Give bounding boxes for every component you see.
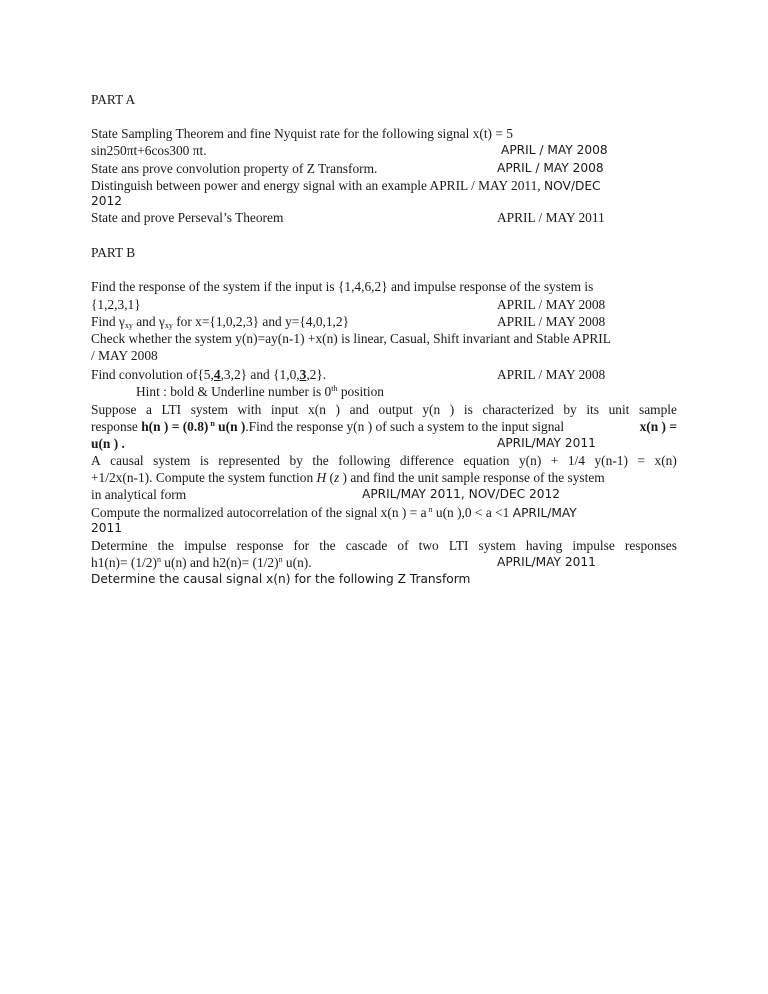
word: for <box>293 538 310 553</box>
hint-tail: position <box>337 384 385 399</box>
part-a-q3-text: Distinguish between power and energy signal with an example APRIL / MAY 2011, <box>91 178 541 193</box>
word: by <box>289 453 303 468</box>
word: A <box>91 453 101 468</box>
part-a-q2: State ans prove convolution property of Z Transform. <box>91 161 378 176</box>
word: unit <box>608 402 630 417</box>
part-b-q6-tag: APRIL/MAY 2011, NOV/DEC 2012 <box>362 487 561 501</box>
part-a-q2-tag: APRIL / MAY 2008 <box>497 161 604 175</box>
q8-exponent-2: n <box>278 555 283 564</box>
word: characterized <box>482 402 554 417</box>
word: the <box>312 453 329 468</box>
gamma-1 <box>119 314 133 329</box>
part-b-q5-line3: u(n ) . <box>91 436 125 451</box>
word: is <box>463 402 473 417</box>
part-b-q3-line2: / MAY 2008 <box>91 348 158 363</box>
word: the <box>319 538 336 553</box>
word: impulse <box>184 538 227 553</box>
q5-x-eq: x(n ) = <box>639 419 677 434</box>
q8-text-b: u(n) and h2(n)= (1/2) <box>160 555 279 570</box>
part-b-q9: Determine the causal signal x(n) for the following Z Transform <box>91 572 471 586</box>
word: ) <box>335 402 340 417</box>
word: response <box>236 538 284 553</box>
q2-rest: for x={1,0,2,3} and y={4,0,1,2} <box>176 314 350 329</box>
q7-text-a: Compute the normalized autocorrelation of the signal x(n ) = a <box>91 505 427 520</box>
word: following <box>338 453 391 468</box>
word: a <box>145 402 152 417</box>
word: represented <box>218 453 280 468</box>
part-b-q1-tag: APRIL / MAY 2008 <box>497 297 606 312</box>
part-a-q1-line1: State Sampling Theorem and fine Nyquist rate for the following signal x(t) = 5 <box>91 126 513 141</box>
q2-find: Find <box>91 314 116 329</box>
hint-superscript: th <box>331 384 338 393</box>
q7-exponent: n <box>426 505 433 514</box>
part-b-q8-line2 <box>91 554 312 571</box>
q5-response-word: response <box>91 419 142 434</box>
q2-and: and <box>136 314 156 329</box>
word: = <box>637 453 645 468</box>
word: system <box>190 402 228 417</box>
part-a-q3-line2: 2012 <box>91 194 123 208</box>
gamma-subscript: xy <box>124 321 133 330</box>
part-b-q5-line1 <box>91 401 677 418</box>
part-b-q6-line2 <box>91 469 605 486</box>
word: is <box>199 453 209 468</box>
part-b-q8-tag: APRIL/MAY 2011 <box>497 555 596 569</box>
word: x(n) <box>654 453 677 468</box>
word: sample <box>639 402 677 417</box>
part-b-q2-tag: APRIL / MAY 2008 <box>497 314 606 329</box>
q5-text: .Find the response y(n ) of such a system to the input signal <box>245 419 565 434</box>
word: input <box>270 402 299 417</box>
word: LTI <box>448 538 469 553</box>
q6-paren: ( <box>326 470 334 485</box>
part-a-q1-tag: APRIL / MAY 2008 <box>501 143 608 157</box>
q5-h-eq: h(n ) = (0.8) <box>141 419 209 434</box>
word: system <box>478 538 516 553</box>
word: y(n <box>422 402 441 417</box>
word: and <box>349 402 369 417</box>
word: by <box>563 402 577 417</box>
part-b-hint <box>136 383 384 400</box>
q8-exponent-1: n <box>156 555 161 564</box>
q6-text-a: +1/2x(n-1). Compute the system function <box>91 470 317 485</box>
word: LTI <box>161 402 182 417</box>
q7-tag: APRIL/MAY <box>512 506 577 520</box>
part-b-q6-line1 <box>91 452 677 469</box>
part-b-q5-tag: APRIL/MAY 2011 <box>497 436 596 450</box>
word: its <box>586 402 599 417</box>
part-a-q3-line1 <box>91 177 601 195</box>
part-b-q8-line1 <box>91 537 677 554</box>
word: x(n <box>308 402 326 417</box>
q5-exponent: n <box>208 419 215 428</box>
q4-text-a: Find convolution of{5, <box>91 367 214 382</box>
gamma-symbol: γ <box>118 314 125 329</box>
part-a-q1-line2: sin250πt+6cos300 πt. <box>91 143 207 158</box>
part-b-q6-line3: in analytical form <box>91 487 187 502</box>
word: the <box>157 538 174 553</box>
word: difference <box>399 453 454 468</box>
gamma-2 <box>159 314 173 329</box>
word: having <box>525 538 563 553</box>
part-b-q5-line2 <box>91 418 677 435</box>
hint-text: Hint : bold & Underline number is 0 <box>136 384 332 399</box>
word: of <box>397 538 409 553</box>
part-b-q1-line2: {1,2,3,1} <box>91 297 141 312</box>
word: responses <box>624 538 677 553</box>
q4-text-e: ,2}. <box>306 367 327 382</box>
part-b-q1-line1: Find the response of the system if the input is {1,4,6,2} and impulse response of the system is <box>91 279 594 294</box>
q4-zero-index-1: 4 <box>213 367 221 382</box>
gamma-subscript: xy <box>164 321 173 330</box>
word: 1/4 <box>567 453 585 468</box>
q6-text-c: ) and find the unit sample response of the system <box>339 470 605 485</box>
word: + <box>550 453 559 468</box>
word: Determine <box>91 538 148 553</box>
word: two <box>418 538 439 553</box>
part-a-q4: State and prove Perseval’s Theorem <box>91 210 284 225</box>
q7-text-b: u(n ),0 < a <1 <box>432 505 510 520</box>
part-b-q7-line2: 2011 <box>91 521 123 535</box>
gamma-symbol: γ <box>158 314 165 329</box>
part-b-q4 <box>91 366 326 383</box>
part-b-q7-line1 <box>91 504 577 522</box>
q6-H: H <box>316 470 327 485</box>
word: causal <box>110 453 144 468</box>
word: cascade <box>345 538 388 553</box>
part-b-q4-tag: APRIL / MAY 2008 <box>497 367 606 382</box>
q8-text-c: u(n). <box>282 555 312 570</box>
word: output <box>378 402 413 417</box>
part-b-heading: PART B <box>91 245 136 260</box>
q4-text-c: ,3,2} and {1,0, <box>220 367 300 382</box>
part-a-heading: PART A <box>91 92 136 107</box>
q4-zero-index-2: 3 <box>299 367 307 382</box>
word: ) <box>449 402 455 417</box>
word: y(n) <box>518 453 542 468</box>
part-a-q4-tag: APRIL / MAY 2011 <box>497 210 605 225</box>
q5-line2-left <box>91 418 564 435</box>
q5-un: u(n ) <box>214 419 246 434</box>
word: equation <box>463 453 510 468</box>
word: with <box>237 402 262 417</box>
word: Suppose <box>91 402 137 417</box>
q8-text-a: h1(n)= (1/2) <box>91 555 157 570</box>
word: system <box>153 453 191 468</box>
word: y(n-1) <box>594 453 628 468</box>
part-b-q3-line1: Check whether the system y(n)=ay(n-1) +x(n) is linear, Casual, Shift invariant and Stable APRIL <box>91 331 611 346</box>
word: impulse <box>572 538 615 553</box>
part-a-q3-tail: NOV/DEC <box>544 179 601 193</box>
q6-z: z <box>333 470 340 485</box>
part-b-q2 <box>91 313 349 330</box>
